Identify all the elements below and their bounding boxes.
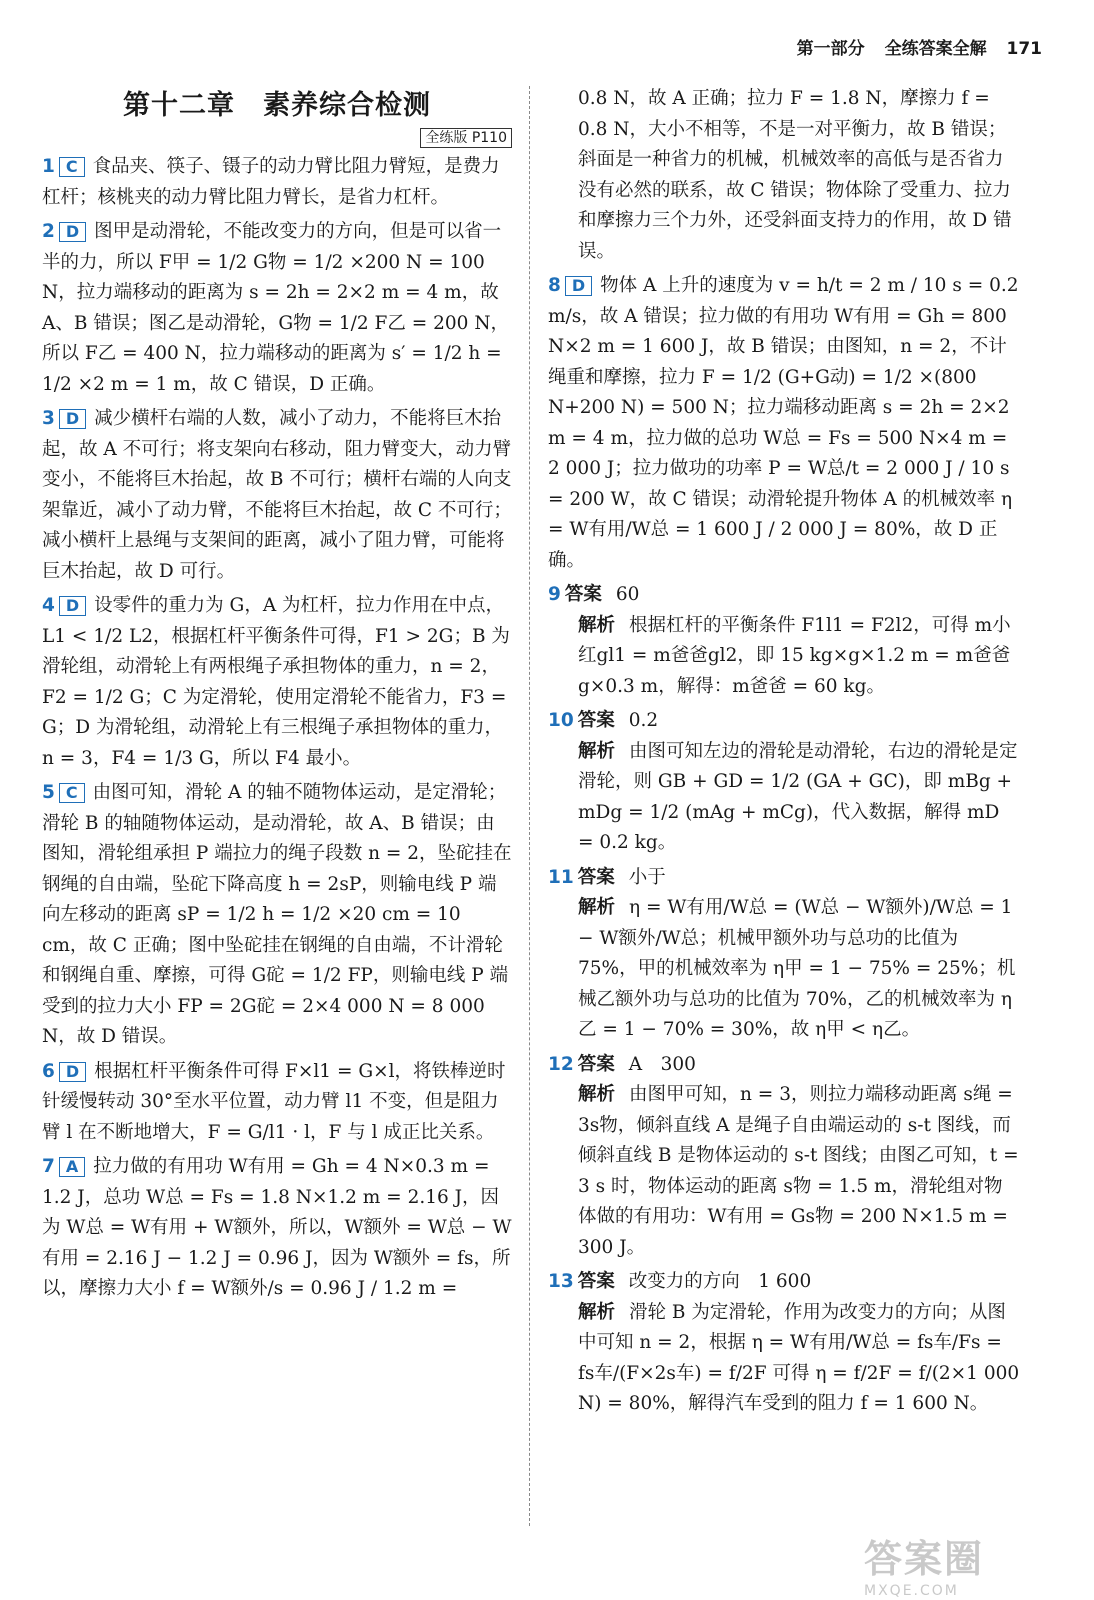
answer-item-8: [548, 271, 1020, 576]
answer-value: A 300: [628, 1053, 696, 1075]
answer-choice: A: [59, 1157, 85, 1177]
explanation-text: 根据杠杆的平衡条件 F1l1 = F2l2，可得 m小红gl1 = m爸爸gl2，即 15 kg×g×1.2 m = m爸爸g×0.3 m，解得：m爸爸 = 60 kg。: [578, 614, 1011, 697]
answer-choice: D: [59, 1062, 86, 1082]
header-part: 第一部分: [796, 39, 865, 59]
answer-item-2: [42, 217, 512, 400]
watermark-logo: [864, 1528, 1064, 1599]
left-column: [42, 84, 512, 1309]
item-text: 拉力做的有用功 W有用 = Gh = 4 N×0.3 m = 1.2 J，总功 W总 = Fs = 1.8 N×1.2 m = 2.16 J，因为 W总 = W有用 + W额外，所以，W额外 = W总 − W有用 = 2.16 J − 1.2 J = 0.96 J，因为 W额外 = fs，所以，摩擦力大小 f = W额外/s = 0.96 J / 1.2 m =: [42, 1156, 512, 1299]
header-section: 全练答案全解: [884, 39, 987, 59]
answer-item-1: [42, 152, 512, 213]
item-number: 3: [42, 408, 55, 429]
explanation-text: 由图甲可知，n = 3，则拉力端移动距离 s绳 = 3s物，倾斜直线 A 是绳子自由端运动的 s-t 图线，而倾斜直线 B 是物体运动的 s-t 图线；由图乙可知，t = 3 s 时，物体运动的距离 s物 = 1.5 m，滑轮组对物体做的有用功：W有用 = Gs物 = 200 N×1.5 m = 300 J。: [578, 1084, 1019, 1258]
fill-item-9: [548, 580, 1020, 702]
item-number: 5: [42, 782, 55, 803]
answer-item-5: [42, 778, 512, 1053]
explanation-label: 解析: [578, 1084, 616, 1105]
fill-item-10: [548, 706, 1020, 859]
item-number: 1: [42, 156, 55, 177]
column-divider: [529, 86, 530, 1526]
item-number: 8: [548, 275, 561, 296]
answer-choice: C: [59, 783, 85, 803]
item-text: 减少横杆右端的人数，减小了动力，不能将巨木抬起，故 A 不可行；将支架向右移动，阻力臂变大，动力臂变小，不能将巨木抬起，故 B 不可行；横杆右端的人向支架靠近，减小了动力臂，不能将巨木抬起，故 C 不可行；减小横杆上悬绳与支架间的距离，减小了阻力臂，可能将巨木抬起，故 D 可行。: [42, 408, 512, 582]
answer-value: 60: [615, 584, 640, 605]
page-header: [783, 34, 1042, 59]
item-text: 由图可知，滑轮 A 的轴不随物体运动，是定滑轮；滑轮 B 的轴随物体运动，是动滑轮，故 A、B 错误；由图知，滑轮组承担 P 端拉力的绳子段数 n = 2，坠砣挂在钢绳的自由端，坠砣下降高度 h = 2sP，则输电线 P 端向左移动的距离 sP = 1/2 h = 1/2 ×20 cm = 10 cm，故 C 正确；图中坠砣挂在钢绳的自由端，不计滑轮和钢绳自重、摩擦，可得 G砣 = 1/2 FP，则输电线 P 端受到的拉力大小 FP = 2G砣 = 2×4 000 N = 8 000 N，故 D 错误。: [42, 782, 512, 1047]
explanation-text: 由图可知左边的滑轮是动滑轮，右边的滑轮是定滑轮，则 GB + GD = 1/2 (GA + GC)，即 mBg + mDg = 1/2 (mAg + mCg)，代入数据，解得 mD = 0.2 kg。: [578, 740, 1018, 853]
fill-item-11: [548, 863, 1020, 1046]
item-number: 9: [548, 584, 561, 605]
answer-value: 0.2: [628, 710, 659, 731]
answer-choice: D: [59, 596, 86, 616]
answer-item-3: [42, 404, 512, 587]
answer-choice: D: [59, 409, 86, 429]
fill-item-12: [548, 1050, 1020, 1264]
explanation-label: 解析: [578, 897, 616, 918]
item-number: 7: [42, 1156, 55, 1177]
answer-item-4: [42, 591, 512, 774]
answer-item-6: [42, 1057, 512, 1149]
edition-reference: 全练版 P110: [420, 128, 512, 148]
answer-label: 答案: [577, 1271, 615, 1292]
explanation-label: 解析: [578, 740, 616, 762]
item-text: 食品夹、筷子、镊子的动力臂比阻力臂短，是费力杠杆；核桃夹的动力臂比阻力臂长，是省力杠杆。: [42, 156, 500, 208]
watermark-url: MXQE.COM: [864, 1583, 959, 1599]
answer-value: 改变力的方向 1 600: [628, 1271, 812, 1292]
answer-choice: D: [565, 276, 592, 296]
page-number: 171: [1006, 39, 1042, 59]
answer-item-7: [42, 1152, 512, 1305]
explanation-text: η = W有用/W总 = (W总 − W额外)/W总 = 1 − W额外/W总；机械甲额外功与总功的比值为 75%，甲的机械效率为 η甲 = 1 − 75% = 25%；机械乙额外功与总功的比值为 70%，乙的机械效率为 η乙 = 1 − 70% = 30%，故 η甲 < η乙。: [578, 897, 1016, 1040]
continuation-text: 0.8 N，故 A 正确；拉力 F = 1.8 N，摩擦力 f = 0.8 N，大小不相等，不是一对平衡力，故 B 错误；斜面是一种省力的机械，机械效率的高低与是否省力没有必然的联系，故 C 错误；物体除了受重力、拉力和摩擦力三个力外，还受斜面支持力的作用，故 D 错误。: [578, 88, 1012, 262]
item-text: 根据杠杆平衡条件可得 F×l1 = G×l，将铁棒逆时针缓慢转动 30°至水平位置，动力臂 l1 不变，但是阻力臂 l 在不断地增大，F = G/l1 · l，F 与 l 成正比关系。: [42, 1060, 506, 1143]
item-text: 物体 A 上升的速度为 v = h/t = 2 m / 10 s = 0.2 m/s，故 A 错误；拉力做的有用功 W有用 = Gh = 800 N×2 m = 1 600 J，故 B 错误；由图知，n = 2，不计绳重和摩擦，拉力 F = 1/2 (G+G动) = 1/2 ×(800 N+200 N) = 500 N；拉力端移动距离 s = 2h = 2×2 m = 4 m，拉力做的总功 W总 = Fs = 500 N×4 m = 2 000 J；拉力做功的功率 P = W总/t = 2 000 J / 10 s = 200 W，故 C 错误；动滑轮提升物体 A 的机械效率 η = W有用/W总 = 1 600 J / 2 000 J = 80%，故 D 正确。: [548, 275, 1019, 571]
answer-label: 答案: [577, 1053, 615, 1075]
answer-label: 答案: [577, 866, 615, 888]
item-number: 2: [42, 221, 55, 242]
explanation-label: 解析: [578, 614, 616, 636]
item-text: 设零件的重力为 G，A 为杠杆，拉力作用在中点，L1 < 1/2 L2，根据杠杆平衡条件可得，F1 > 2G；B 为滑轮组，动滑轮上有两根绳子承担物体的重力，n = 2，F2 = 1/2 G；C 为定滑轮，使用定滑轮不能省力，F3 = G；D 为滑轮组，动滑轮上有三根绳子承担物体的重力，n = 3，F4 = 1/3 G，所以 F4 最小。: [42, 595, 510, 769]
item-text: 图甲是动滑轮，不能改变力的方向，但是可以省一半的力，所以 F甲 = 1/2 G物 = 1/2 ×200 N = 100 N，拉力端移动的距离为 s = 2h = 2×2 m = 4 m，故 A、B 错误；图乙是动滑轮，G物 = 1/2 F乙 = 200 N，所以 F乙 = 400 N，拉力端移动的距离为 s′ = 1/2 h = 1/2 ×2 m = 1 m，故 C 错误，D 正确。: [42, 221, 510, 395]
explanation-text: 滑轮 B 为定滑轮，作用为改变力的方向；从图中可知 n = 2，根据 η = W有用/W总 = fs车/Fs = fs车/(F×2s车) = f/2F 可得 η = f/2F = f/(2×1 000 N) = 80%，解得汽车受到的阻力 f = 1 600 N。: [578, 1301, 1020, 1414]
chapter-title: 第十二章 素养综合检测: [123, 90, 431, 121]
answer-label: 答案: [564, 584, 602, 605]
watermark-text: 答案圈: [864, 1537, 985, 1581]
item-number: 12: [548, 1053, 574, 1075]
answer-choice: D: [59, 222, 86, 242]
fill-item-13: [548, 1267, 1020, 1420]
item-number: 6: [42, 1060, 55, 1082]
item-number: 4: [42, 595, 55, 616]
answer-value: 小于: [628, 866, 666, 888]
item-7-continuation: [548, 84, 1020, 267]
right-column: [548, 84, 1020, 1424]
explanation-label: 解析: [578, 1301, 616, 1323]
item-number: 10: [548, 710, 574, 731]
answer-label: 答案: [577, 710, 615, 731]
item-number: 11: [548, 866, 574, 888]
answer-choice: C: [59, 157, 85, 177]
item-number: 13: [548, 1271, 574, 1292]
